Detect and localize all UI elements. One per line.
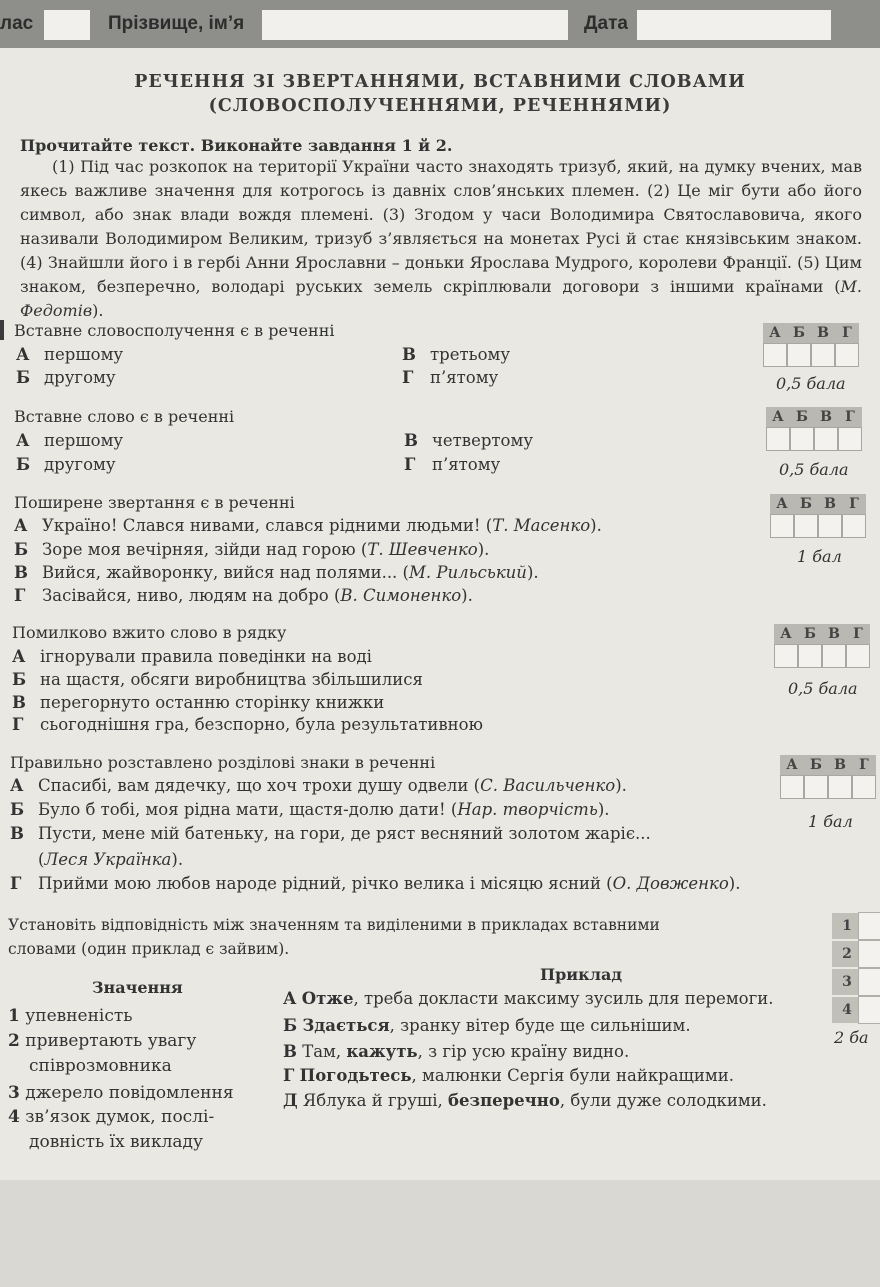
option-text: першому <box>44 345 124 364</box>
example-item <box>283 1091 767 1110</box>
match-answer-cell[interactable] <box>858 968 880 996</box>
q2-option-d <box>404 455 500 474</box>
option-author: Т. Шевченко <box>367 540 478 559</box>
q5-option-b <box>10 800 610 819</box>
example-column-header: Приклад <box>540 965 623 984</box>
answer-cell[interactable] <box>822 644 846 668</box>
q2-prompt: Вставне слово є в реченні <box>14 407 235 426</box>
date-field[interactable] <box>637 10 831 40</box>
grid-header: А <box>763 323 787 343</box>
q6-score: 2 ба <box>834 1028 869 1047</box>
grid-header: В <box>811 323 835 343</box>
date-label: Дата <box>584 13 628 34</box>
meaning-text: зв’язок думок, послі- <box>25 1107 215 1127</box>
example-highlight: безперечно <box>448 1091 560 1110</box>
q3-option-a <box>14 516 602 535</box>
q3-option-b <box>14 540 489 559</box>
answer-cell[interactable] <box>774 644 798 668</box>
example-item <box>283 1042 629 1061</box>
q3-option-d <box>14 586 473 605</box>
grid-header: Г <box>835 323 859 343</box>
q1-prompt: Вставне словосполучення є в реченні <box>14 321 335 340</box>
option-letter: Г <box>10 874 22 893</box>
q3-prompt: Поширене звертання є в реченні <box>14 493 295 512</box>
q4-option-c <box>12 693 384 712</box>
grid-header: Б <box>787 323 811 343</box>
match-row-num: 2 <box>832 941 862 967</box>
option-letter: Г <box>404 455 416 474</box>
name-field[interactable] <box>262 10 568 40</box>
q3-score: 1 бал <box>797 547 842 566</box>
option-author: В. Симоненко <box>340 586 462 605</box>
q5-option-c <box>10 824 651 843</box>
option-end: ). <box>590 516 602 535</box>
answer-cell[interactable] <box>814 427 838 451</box>
q5-answer-grid <box>780 755 876 799</box>
match-row-num: 4 <box>832 997 862 1023</box>
option-letter: А <box>14 516 28 535</box>
class-field[interactable] <box>44 10 90 40</box>
meaning-text: джерело повідомлення <box>25 1083 234 1103</box>
example-item <box>283 1066 734 1085</box>
meaning-item-cont: співрозмовника <box>29 1056 172 1076</box>
q2-score: 0,5 бала <box>779 460 849 479</box>
q1-option-a <box>16 345 123 364</box>
option-text: сьогоднішня гра, безспорно, була результативною <box>40 715 483 734</box>
example-highlight: Здається <box>302 1016 390 1035</box>
page-title-line2: (СЛОВОСПОЛУЧЕННЯМИ, РЕЧЕННЯМИ) <box>208 96 672 116</box>
option-letter: А <box>16 431 30 450</box>
q4-option-a <box>12 647 372 666</box>
meaning-num: 4 <box>8 1107 20 1127</box>
grid-header: В <box>828 755 852 775</box>
example-highlight: Отже <box>301 989 354 1008</box>
q2-option-c <box>404 431 533 450</box>
option-letter: Г <box>402 368 414 387</box>
meaning-item <box>8 1083 234 1103</box>
option-letter: Б <box>16 368 31 387</box>
example-item <box>283 989 773 1008</box>
task-marker <box>0 320 4 340</box>
option-author: С. Васильченко <box>480 776 616 795</box>
match-row-num: 1 <box>832 913 862 939</box>
answer-cell[interactable] <box>852 775 876 799</box>
q1-answer-grid <box>763 323 859 367</box>
option-letter: В <box>14 563 28 582</box>
answer-cell[interactable] <box>846 644 870 668</box>
grid-header: А <box>774 624 798 644</box>
q5-option-d <box>10 874 740 893</box>
option-letter: Б <box>10 800 25 819</box>
q1-score: 0,5 бала <box>776 374 846 393</box>
option-end: ). <box>526 563 539 582</box>
answer-cell[interactable] <box>835 343 859 367</box>
class-label: лас <box>0 13 34 34</box>
example-text: , з гір усю країну видно. <box>417 1042 630 1061</box>
meaning-num: 1 <box>8 1006 20 1026</box>
option-text: Спасибі, вам дядечку, що хоч трохи душу одвели ( <box>38 776 481 795</box>
option-text: Україно! Слався нивами, слався рідними людьми! ( <box>42 516 493 535</box>
option-author: М. Рильський <box>409 563 527 582</box>
grid-header: Б <box>804 755 828 775</box>
q6-prompt-line1: Установіть відповідність між значенням та виділеними в прикладах вставними <box>8 916 660 934</box>
example-text: Яблука й груші, <box>302 1091 449 1110</box>
option-letter: В <box>10 824 24 843</box>
reading-text <box>20 155 862 323</box>
answer-cell[interactable] <box>828 775 852 799</box>
option-end: ). <box>597 800 610 819</box>
meaning-item-cont: довність їх викладу <box>29 1132 203 1152</box>
q1-option-d <box>402 368 498 387</box>
q4-option-b <box>12 670 423 689</box>
option-text: Було б тобі, моя рідна мати, щастя-долю дати! ( <box>38 800 458 819</box>
match-row-num: 3 <box>832 969 862 995</box>
option-end: ). <box>615 776 627 795</box>
grid-header: Б <box>790 407 814 427</box>
answer-cell[interactable] <box>842 514 866 538</box>
option-text: четвертому <box>432 431 534 450</box>
option-text: Засівайся, ниво, людям на добро ( <box>42 586 341 605</box>
meaning-text: упевненість <box>25 1006 133 1026</box>
option-letter: В <box>12 693 26 712</box>
grid-header: А <box>766 407 790 427</box>
example-text: , зранку вітер буде ще сильнішим. <box>389 1016 691 1035</box>
q4-prompt: Помилково вжито слово в рядку <box>12 623 287 642</box>
example-text: Там, <box>302 1042 347 1061</box>
q2-answer-grid <box>766 407 862 451</box>
option-end: ). <box>728 874 741 893</box>
option-letter: В <box>404 431 418 450</box>
option-text: на щастя, обсяги виробництва збільшилися <box>40 670 423 689</box>
answer-cell[interactable] <box>766 427 790 451</box>
meaning-item <box>8 1006 133 1026</box>
grid-header: Г <box>846 624 870 644</box>
meaning-item <box>8 1031 196 1051</box>
grid-header: А <box>770 494 794 514</box>
q4-score: 0,5 бала <box>788 679 858 698</box>
example-letter: В <box>283 1042 297 1061</box>
grid-header: Б <box>794 494 818 514</box>
option-end: ). <box>461 586 473 605</box>
q4-answer-grid <box>774 624 870 668</box>
option-text: Пусти, мене мій батеньку, на гори, де ряст весняний золотом жаріє... <box>38 824 651 843</box>
option-letter: Г <box>12 715 24 734</box>
option-end: ). <box>477 540 490 559</box>
answer-cell[interactable] <box>811 343 835 367</box>
option-text: Зоре моя вечірняя, зійди над горою ( <box>42 540 368 559</box>
q5-prompt: Правильно розставлено розділові знаки в реченні <box>10 753 436 772</box>
grid-header: А <box>780 755 804 775</box>
option-end: ). <box>171 850 184 869</box>
example-text: , малюнки Сергія були найкращими. <box>411 1066 734 1085</box>
q2-option-b <box>16 455 116 474</box>
grid-header: Г <box>838 407 862 427</box>
q1-option-c <box>402 345 510 364</box>
option-text: першому <box>44 431 124 450</box>
example-letter: Д <box>283 1091 298 1110</box>
option-text: ігнорували правила поведінки на воді <box>40 647 372 666</box>
option-text: Прийми мою любов народе рідний, річко велика і місяцю ясний ( <box>38 874 613 893</box>
answer-cell[interactable] <box>838 427 862 451</box>
option-letter: Б <box>14 540 29 559</box>
option-letter: А <box>12 647 26 666</box>
page-title-line1: РЕЧЕННЯ ЗІ ЗВЕРТАННЯМИ, ВСТАВНИМИ СЛОВАМИ <box>134 72 746 92</box>
text-author: М. Федотів <box>20 277 862 320</box>
match-answer-cell[interactable] <box>858 912 880 940</box>
option-letter: Б <box>16 455 31 474</box>
option-letter: Г <box>14 586 26 605</box>
option-letter: А <box>10 776 24 795</box>
option-letter: Б <box>12 670 27 689</box>
example-highlight: Погодьтесь <box>299 1066 412 1085</box>
match-answer-cell[interactable] <box>858 996 880 1024</box>
option-text: Вийся, жайворонку, вийся над полями... ( <box>42 563 409 582</box>
example-text: , треба докласти максиму зусиль для перемоги. <box>353 989 774 1008</box>
meaning-num: 2 <box>8 1031 20 1051</box>
example-letter: Г <box>283 1066 295 1085</box>
example-text: , були дуже солодкими. <box>559 1091 767 1110</box>
q2-option-a <box>16 431 123 450</box>
text-end: ). <box>92 301 104 320</box>
answer-cell[interactable] <box>770 514 794 538</box>
example-highlight: кажуть <box>346 1042 418 1061</box>
option-text: другому <box>44 368 116 387</box>
name-label: Прізвище, ім’я <box>108 13 245 34</box>
option-text: третьому <box>430 345 511 364</box>
option-author: Нар. творчість <box>457 800 598 819</box>
q1-option-b <box>16 368 116 387</box>
q5-option-c-cont <box>38 850 183 869</box>
text-body: (1) Під час розкопок на території України часто знаходять тризуб, який, на думку вчених, мав якесь важливе значення для котрогось із давніх слов’янських племен. (2) Це міг бути або його символ, або знак влади вождя племені. (3) Згодом у часи Володимира Святославовича, якого називали Володимиром Великим, тризуб з’являється на монетах Русі й стає князівським знаком. (4) Знайшли його і в гербі Анни Ярославни – доньки Ярослава Мудрого, королеви Франції. (5) Цим знаком, безперечно, володарі руських земель скріплювали договори з іншими країнами ( <box>20 157 862 296</box>
meaning-column-header: Значення <box>92 978 183 997</box>
header-bar <box>0 0 880 48</box>
answer-cell[interactable] <box>787 343 811 367</box>
option-author: Т. Масенко <box>492 516 591 535</box>
q5-option-a <box>10 776 627 795</box>
option-author: Леся Українка <box>44 850 172 869</box>
option-text: перегорнуто останню сторінку книжки <box>40 693 385 712</box>
option-author: О. Довженко <box>612 874 729 893</box>
grid-header: Г <box>842 494 866 514</box>
meaning-item <box>8 1107 214 1127</box>
instruction: Прочитайте текст. Виконайте завдання 1 й 2. <box>20 136 453 155</box>
example-item <box>283 1016 691 1035</box>
option-letter: А <box>16 345 30 364</box>
grid-header: Б <box>798 624 822 644</box>
q5-score: 1 бал <box>808 812 853 831</box>
answer-cell[interactable] <box>798 644 822 668</box>
q4-option-d <box>12 715 483 734</box>
answer-cell[interactable] <box>794 514 818 538</box>
meaning-text: привертають увагу <box>25 1031 197 1051</box>
q6-prompt-line2: словами (один приклад є зайвим). <box>8 940 290 958</box>
q3-answer-grid <box>770 494 866 538</box>
option-letter: В <box>402 345 416 364</box>
answer-cell[interactable] <box>763 343 787 367</box>
grid-header: Г <box>852 755 876 775</box>
grid-header: В <box>814 407 838 427</box>
meaning-num: 3 <box>8 1083 20 1103</box>
option-text: п’ятому <box>432 455 501 474</box>
option-open: ( <box>38 850 45 869</box>
answer-cell[interactable] <box>804 775 828 799</box>
match-answer-cell[interactable] <box>858 940 880 968</box>
option-text: другому <box>44 455 116 474</box>
answer-cell[interactable] <box>780 775 804 799</box>
example-letter: А <box>283 989 297 1008</box>
option-text: п’ятому <box>430 368 499 387</box>
answer-cell[interactable] <box>790 427 814 451</box>
grid-header: В <box>822 624 846 644</box>
grid-header: В <box>818 494 842 514</box>
answer-cell[interactable] <box>818 514 842 538</box>
example-letter: Б <box>283 1016 298 1035</box>
q3-option-c <box>14 563 539 582</box>
